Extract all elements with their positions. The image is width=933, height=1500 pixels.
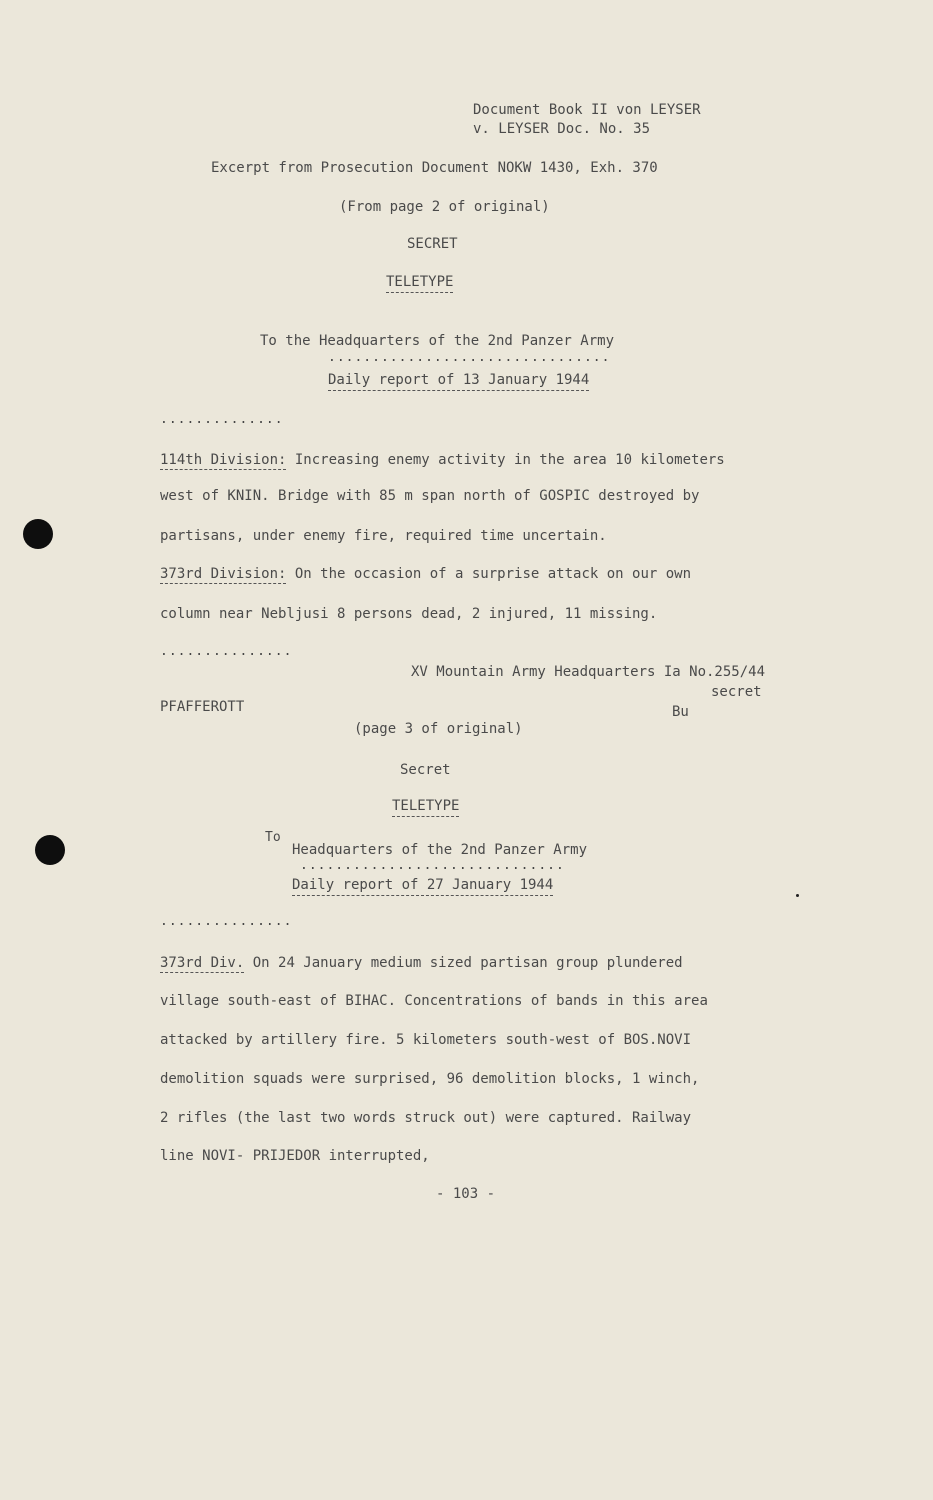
dotted-rule-2b: ............... [160, 914, 293, 929]
dotted-rule-1c: ............... [160, 644, 293, 659]
paragraph-text: Increasing enemy activity in the area 10 kilometers [286, 452, 725, 468]
to-word: To [265, 830, 281, 845]
division-label-373-div: 373rd Div. [160, 955, 245, 971]
paragraph-line: line NOVI- PRIJEDOR interrupted, [160, 1148, 430, 1164]
teletype-heading-2: TELETYPE [392, 797, 459, 817]
punch-hole-bottom [35, 835, 65, 865]
initials: Bu [672, 704, 689, 720]
punch-hole-top [23, 519, 53, 549]
dotted-rule-1a: ................................ [328, 350, 611, 365]
paragraph-line: west of KNIN. Bridge with 85 m span north of GOSPIC destroyed by [160, 488, 700, 504]
dotted-rule-1b: .............. [160, 412, 284, 427]
paragraph-line: partisans, under enemy fire, required time uncertain. [160, 528, 607, 544]
page-number: - 103 - [436, 1186, 496, 1202]
paragraph-text: On 24 January medium sized partisan group plundered [244, 955, 683, 971]
paragraph-line: village south-east of BIHAC. Concentrations of bands in this area [160, 993, 708, 1009]
addressee-1: To the Headquarters of the 2nd Panzer Army [260, 333, 615, 349]
report-title-1: Daily report of 13 January 1944 [328, 371, 589, 391]
paragraph-text: On the occasion of a surprise attack on our own [286, 566, 692, 582]
doc-book-line: Document Book II von LEYSER [473, 102, 701, 118]
paragraph-line [160, 565, 691, 583]
doc-number-line: v. LEYSER Doc. No. 35 [473, 121, 651, 137]
dotted-rule-2a: .............................. [300, 858, 565, 873]
ink-speck [796, 894, 799, 897]
secret-note: secret [711, 684, 762, 700]
excerpt-line: Excerpt from Prosecution Document NOKW 1430, Exh. 370 [211, 160, 658, 176]
page-note-1: (From page 2 of original) [339, 199, 550, 215]
paragraph-line: demolition squads were surprised, 96 demolition blocks, 1 winch, [160, 1071, 700, 1087]
paragraph-line [160, 954, 683, 972]
hq-signature-line: XV Mountain Army Headquarters Ia No.255/44 [411, 664, 766, 680]
signer-name: PFAFFEROTT [160, 699, 245, 715]
paragraph-line: column near Nebljusi 8 persons dead, 2 injured, 11 missing. [160, 606, 658, 622]
report-title-2: Daily report of 27 January 1944 [292, 876, 553, 896]
teletype-heading-1: TELETYPE [386, 273, 453, 293]
page-note-2: (page 3 of original) [354, 721, 523, 737]
addressee-2: Headquarters of the 2nd Panzer Army [292, 842, 588, 858]
paragraph-line: 2 rifles (the last two words struck out) were captured. Railway [160, 1110, 692, 1126]
paragraph-line: attacked by artillery fire. 5 kilometers south-west of BOS.NOVI [160, 1032, 692, 1048]
division-label-114: 114th Division: [160, 452, 287, 468]
division-label-373: 373rd Division: [160, 566, 287, 582]
paragraph-line [160, 451, 725, 469]
classification-2: Secret [400, 762, 451, 778]
classification-1: SECRET [407, 236, 458, 252]
